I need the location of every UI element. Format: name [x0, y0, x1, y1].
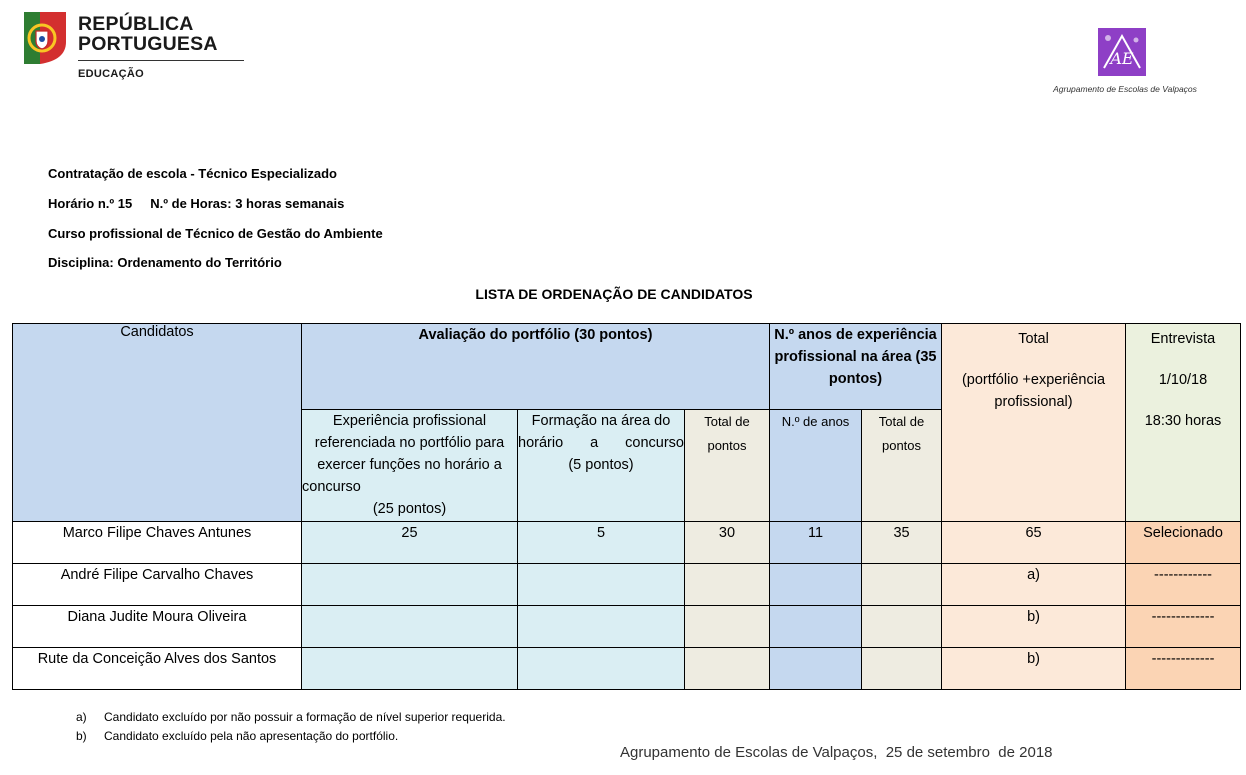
header-portfolio: Avaliação do portfólio (30 pontos): [302, 324, 770, 410]
cell-total-exp: [862, 648, 942, 690]
table-row: [13, 522, 1241, 564]
candidates-table: [12, 323, 1241, 690]
school-emblem-icon: [1098, 28, 1146, 76]
footnotes: [76, 708, 506, 746]
cell-entrevista: -------------: [1126, 606, 1241, 648]
info-line-contract: Contratação de escola - Técnico Especializado: [48, 166, 337, 181]
cell-total-portfolio: [685, 648, 770, 690]
header-total-sub: (portfólio +experiência profissional): [961, 372, 1106, 410]
cell-total: 65: [942, 522, 1126, 564]
cell-name: Diana Judite Moura Oliveira: [13, 606, 302, 648]
cell-total-exp: [862, 606, 942, 648]
cell-total-portfolio: 30: [685, 522, 770, 564]
table-row: [13, 648, 1241, 690]
cell-name: André Filipe Carvalho Chaves: [13, 564, 302, 606]
cell-anos: [770, 606, 862, 648]
signature-line: Agrupamento de Escolas de Valpaços, 25 de setembro de 2018: [620, 744, 1053, 761]
cell-form: [518, 606, 685, 648]
cell-total-portfolio: [685, 606, 770, 648]
subheader-formacao: [518, 410, 685, 522]
header-total-title: Total: [1018, 331, 1049, 347]
info-line-schedule: Horário n.º 15 N.º de Horas: 3 horas semanais: [48, 196, 345, 211]
footnote-marker: b): [76, 729, 87, 743]
subheader-total-portfolio: Total de pontos: [685, 410, 770, 522]
cell-name: Marco Filipe Chaves Antunes: [13, 522, 302, 564]
cell-entrevista: ------------: [1126, 564, 1241, 606]
cell-exp: [302, 564, 518, 606]
table-row: [13, 564, 1241, 606]
footnote: [76, 708, 506, 727]
header-total: [942, 324, 1126, 522]
cell-total-exp: 35: [862, 522, 942, 564]
cell-total: a): [942, 564, 1126, 606]
cell-total: b): [942, 648, 1126, 690]
header-candidatos: Candidatos: [13, 324, 302, 522]
cell-form: 5: [518, 522, 685, 564]
cell-exp: [302, 648, 518, 690]
table-row: [13, 606, 1241, 648]
gov-title-line1: REPÚBLICA: [78, 13, 194, 35]
gov-subtitle: EDUCAÇÃO: [78, 68, 144, 80]
subheader-exp-text: Experiência profissional referenciada no portfólio para exercer funções no horário a concurso: [302, 413, 505, 495]
cell-exp: [302, 606, 518, 648]
header-experiencia: N.º anos de experiência profissional na área (35 pontos): [770, 324, 942, 410]
cell-total-exp: [862, 564, 942, 606]
footnote-text: Candidato excluído por não possuir a formação de nível superior requerida.: [104, 710, 506, 724]
info-line-course: Curso profissional de Técnico de Gestão do Ambiente: [48, 226, 383, 241]
logo-divider: [78, 60, 244, 61]
cell-exp: 25: [302, 522, 518, 564]
cell-form: [518, 564, 685, 606]
cell-anos: [770, 564, 862, 606]
footnote: [76, 727, 506, 746]
cell-anos: 11: [770, 522, 862, 564]
cell-entrevista: -------------: [1126, 648, 1241, 690]
header-entrevista-time: 18:30 horas: [1144, 413, 1222, 429]
cell-total-portfolio: [685, 564, 770, 606]
cell-anos: [770, 648, 862, 690]
subheader-form-text: Formação na área do horário a concurso: [518, 413, 684, 451]
footnote-marker: a): [76, 710, 87, 724]
subheader-experiencia-portfolio: [302, 410, 518, 522]
portugal-emblem-icon: [24, 12, 66, 64]
school-logo-mark: [1098, 28, 1146, 76]
cell-entrevista: Selecionado: [1126, 522, 1241, 564]
subheader-total-experiencia: Total de pontos: [862, 410, 942, 522]
header-entrevista: [1126, 324, 1241, 522]
svg-text:AE: AE: [1110, 49, 1134, 68]
subheader-n-anos: N.º de anos: [770, 410, 862, 522]
school-logo-caption: Agrupamento de Escolas de Valpaços: [1053, 84, 1197, 94]
footnote-text: Candidato excluído pela não apresentação do portfólio.: [104, 729, 399, 743]
subheader-exp-points: (25 pontos): [372, 501, 447, 517]
republica-portuguesa-logo: [24, 12, 224, 84]
cell-name: Rute da Conceição Alves dos Santos: [13, 648, 302, 690]
gov-title-line2: PORTUGUESA: [78, 33, 218, 55]
list-title: LISTA DE ORDENAÇÃO DE CANDIDATOS: [475, 286, 753, 302]
subheader-form-points: (5 pontos): [568, 457, 634, 473]
cell-total: b): [942, 606, 1126, 648]
gov-title: [78, 14, 218, 54]
table-header-row: [13, 324, 1241, 410]
cell-form: [518, 648, 685, 690]
info-line-subject: Disciplina: Ordenamento do Território: [48, 255, 282, 270]
school-logo: [1050, 28, 1200, 100]
header-entrevista-title: Entrevista: [1150, 331, 1216, 347]
header-entrevista-date: 1/10/18: [1158, 372, 1208, 388]
